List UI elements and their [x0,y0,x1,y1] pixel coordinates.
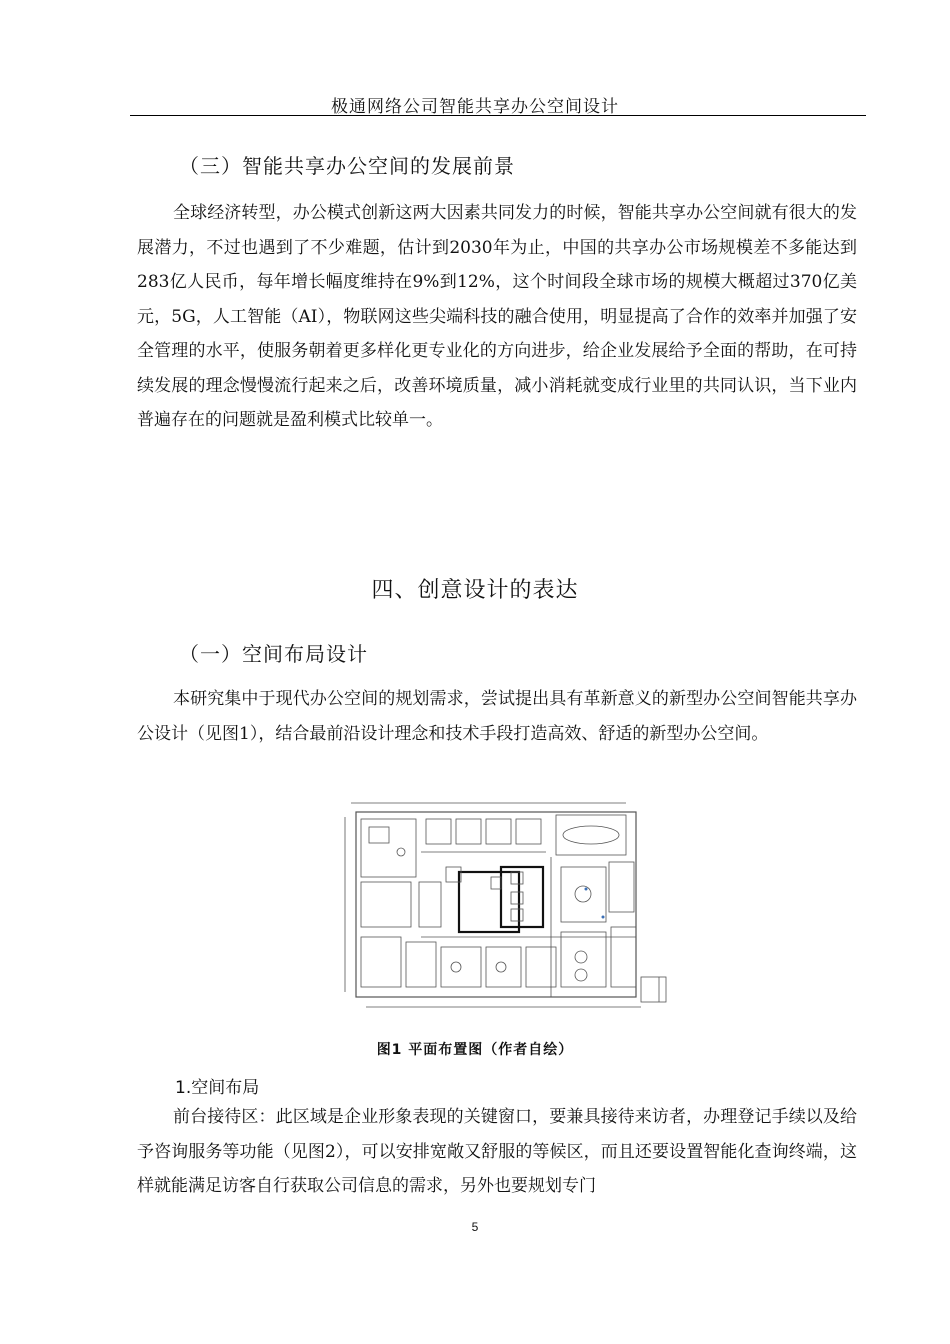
floor-plan-figure [341,797,671,1019]
section-heading-space-layout: （一）空间布局设计 [179,642,368,666]
running-header: 极通网络公司智能共享办公空间设计 [331,97,619,117]
figure-caption: 图1 平面布置图（作者自绘） [376,1042,574,1058]
paragraph-space-layout: 本研究集中于现代办公空间的规划需求，尝试提出具有革新意义的新型办公空间智能共享办公设计（见图1），结合最前沿设计理念和技术手段打造高效、舒适的新型办公空间。 [137,689,857,744]
paragraph-reception-area: 前台接待区：此区域是企业形象表现的关键窗口，要兼具接待来访者，办理登记手续以及给予咨询服务等功能（见图2），可以安排宽敞又舒服的等候区，而且还要设置智能化查询终端，这样就能满足访客自行获取公司信息的需求，另外也要规划专门 [137,1107,857,1196]
subsection-heading-space-layout: 1.空间布局 [175,1078,260,1098]
paragraph-development-prospects: 全球经济转型，办公模式创新这两大因素共同发力的时候，智能共享办公空间就有很大的发展潜力，不过也遇到了不少难题，估计到2030年为止，中国的共享办公市场规模差不多能达到283亿人民币，每年增长幅度维持在9%到12%，这个时间段全球市场的规模大概超过370亿美元，5G，人工智能（AI），物联网这些尖端科技的融合使用，明显提高了合作的效率并加强了安全管理的水平，使服务朝着更多样化更专业化的方向进步，给企业发展给予全面的帮助，在可持续发展的理念慢慢流行起来之后，改善环境质量，减小消耗就变成行业里的共同认识，当下业内普遍存在的问题就是盈利模式比较单一。 [137,203,857,430]
header-rule [130,115,866,116]
page-number: 5 [471,1220,479,1234]
section-heading-development-prospects: （三）智能共享办公空间的发展前景 [179,154,515,178]
chapter-heading-creative-design: 四、创意设计的表达 [371,578,579,603]
